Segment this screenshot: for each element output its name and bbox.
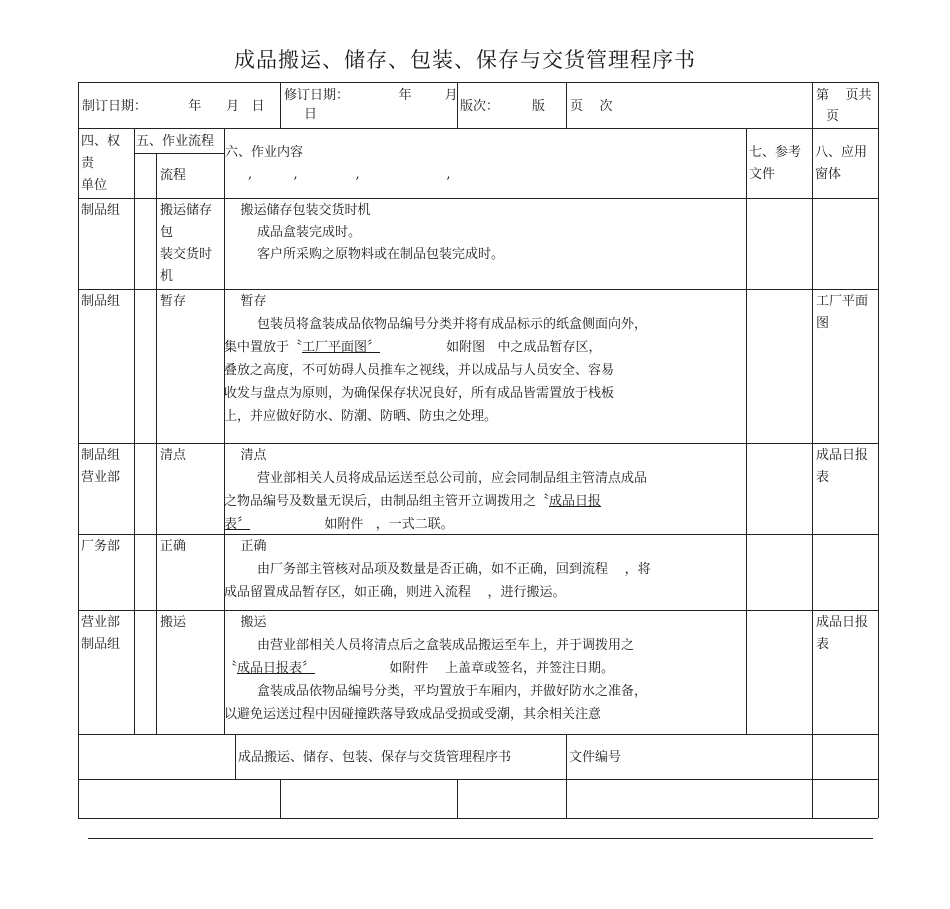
content-text: 集中置放于〝 xyxy=(224,340,303,355)
page-number: 页 次 xyxy=(570,99,613,114)
flow-cell: 清点 xyxy=(160,448,187,463)
row-divider xyxy=(78,534,878,535)
col-header-reference-2: 文件 xyxy=(749,167,776,182)
content-line: 营业部相关人员将成品运送至总公司前，应会同制品组主管清点成品 xyxy=(224,471,648,486)
table-border-bottom xyxy=(78,818,878,819)
col-divider xyxy=(566,734,567,818)
col-divider xyxy=(235,734,236,779)
col-header-content-sub: , , , , xyxy=(248,167,451,182)
content-line xyxy=(224,658,614,680)
col-divider xyxy=(878,82,879,818)
revision-date-day: 日 xyxy=(304,107,318,122)
row-divider xyxy=(78,734,878,735)
unit-cell: 厂务部 xyxy=(81,539,121,554)
unit-cell: 制品组 xyxy=(81,448,121,463)
flow-cell: 正确 xyxy=(160,539,187,554)
row-divider xyxy=(78,289,878,290)
content-line xyxy=(224,491,601,513)
col-header-reference: 七、参考 xyxy=(749,145,802,160)
revision-date: 修订日期： 年 月 xyxy=(284,88,458,103)
content-text: 之物品编号及数量无误后，由制品组主管开立调拨用之〝 xyxy=(224,494,550,509)
content-text: 如附件 ，一式二联。 xyxy=(250,517,454,532)
content-line: 叠放之高度，不可妨碍人员推车之视线，并以成品与人员安全、容易 xyxy=(224,363,615,378)
content-line xyxy=(224,514,454,536)
footer-document-title: 成品搬运、储存、包装、保存与交货管理程序书 xyxy=(238,750,512,765)
daily-report-link[interactable]: 成品日报表〞 xyxy=(237,661,316,676)
flow-cell: 搬运 xyxy=(160,615,187,630)
content-line: 收发与盘点为原则，为确保保存状况良好，所有成品皆需置放于栈板 xyxy=(224,386,615,401)
col-header-unit-2: 责 xyxy=(81,156,95,171)
factory-layout-link[interactable]: 工厂平面图〞 xyxy=(302,340,381,355)
unit-cell: 营业部 xyxy=(81,470,121,485)
content-line: 暂存 xyxy=(224,294,267,309)
unit-cell: 制品组 xyxy=(81,294,121,309)
flow-cell: 装交货时 xyxy=(160,247,213,262)
flow-cell: 搬运储存 xyxy=(160,203,213,218)
col-divider xyxy=(566,82,567,128)
page-of-total: 第 页共 xyxy=(816,88,872,103)
col-header-forms-2: 窗体 xyxy=(815,167,842,182)
form-cell: 成品日报 xyxy=(816,448,869,463)
document-title: 成品搬运、储存、包装、保存与交货管理程序书 xyxy=(234,48,696,72)
content-line: 包装员将盒装成品依物品编号分类并将有成品标示的纸盒侧面向外， xyxy=(224,317,648,332)
col-divider xyxy=(812,82,813,818)
unit-cell: 制品组 xyxy=(81,203,121,218)
col-divider xyxy=(280,82,281,128)
content-line: 由营业部相关人员将清点后之盒装成品搬运至车上，并于调拨用之 xyxy=(224,638,635,653)
col-header-flow: 五、作业流程 xyxy=(136,134,215,149)
content-text: 如附图 中之成品暂存区， xyxy=(380,340,602,355)
flow-cell: 暂存 xyxy=(160,294,187,309)
form-cell: 图 xyxy=(816,316,830,331)
table-border-top xyxy=(78,82,878,83)
content-line: 成品盒装完成时。 xyxy=(224,225,362,240)
form-cell: 工厂平面 xyxy=(816,294,869,309)
flow-cell: 包 xyxy=(160,225,174,240)
col-divider xyxy=(134,128,135,734)
footer-document-number: 文件编号 xyxy=(569,750,622,765)
content-line: 以避免运送过程中因碰撞跌落导致成品受损或受潮，其余相关注意 xyxy=(224,707,602,722)
content-line: 搬运 xyxy=(224,615,267,630)
col-divider xyxy=(78,82,79,818)
content-line: 清点 xyxy=(224,448,267,463)
version: 版次： 版 xyxy=(460,99,546,114)
content-line: 由厂务部主管核对品项及数量是否正确，如不正确，回到流程 ，将 xyxy=(224,562,651,577)
content-line: 上，并应做好防水、防潮、防晒、防虫之处理。 xyxy=(224,409,498,424)
page-of-total-2: 页 xyxy=(826,109,840,124)
row-divider xyxy=(134,153,224,154)
page-footer-rule xyxy=(88,838,873,839)
unit-cell: 制品组 xyxy=(81,637,121,652)
made-date: 制订日期： 年 月 日 xyxy=(82,99,265,114)
daily-report-link[interactable]: 表〞 xyxy=(224,517,251,532)
col-header-unit-3: 单位 xyxy=(81,178,108,193)
form-cell: 成品日报 xyxy=(816,615,869,630)
col-divider xyxy=(746,128,747,734)
col-header-flow-sub: 流程 xyxy=(160,168,187,183)
col-header-unit: 四、权 xyxy=(81,134,121,149)
col-divider xyxy=(457,779,458,818)
unit-cell: 营业部 xyxy=(81,615,121,630)
row-divider xyxy=(78,779,878,780)
content-text: 如附件 上盖章或签名，并签注日期。 xyxy=(315,661,614,676)
daily-report-link[interactable]: 成品日报 xyxy=(549,494,602,509)
flow-cell: 机 xyxy=(160,269,174,284)
content-line: 客户所采购之原物料或在制品包装完成时。 xyxy=(224,247,505,262)
content-line: 正确 xyxy=(224,539,267,554)
form-cell: 表 xyxy=(816,470,830,485)
content-line: 成品留置成品暂存区，如正确，则进入流程 ，进行搬运。 xyxy=(224,585,566,600)
col-divider xyxy=(156,153,157,734)
col-header-content: 六、作业内容 xyxy=(225,145,304,160)
row-divider xyxy=(78,443,878,444)
content-line: 搬运储存包装交货时机 xyxy=(224,203,371,218)
col-header-forms: 八、应用 xyxy=(815,145,868,160)
form-cell: 表 xyxy=(816,637,830,652)
row-divider xyxy=(78,128,878,129)
content-line xyxy=(224,337,602,359)
col-divider xyxy=(280,779,281,818)
content-line: 盒装成品依物品编号分类，平均置放于车厢内，并做好防水之准备， xyxy=(224,684,648,699)
content-text: 〝 xyxy=(224,661,238,676)
row-divider xyxy=(78,610,878,611)
row-divider xyxy=(78,198,878,199)
